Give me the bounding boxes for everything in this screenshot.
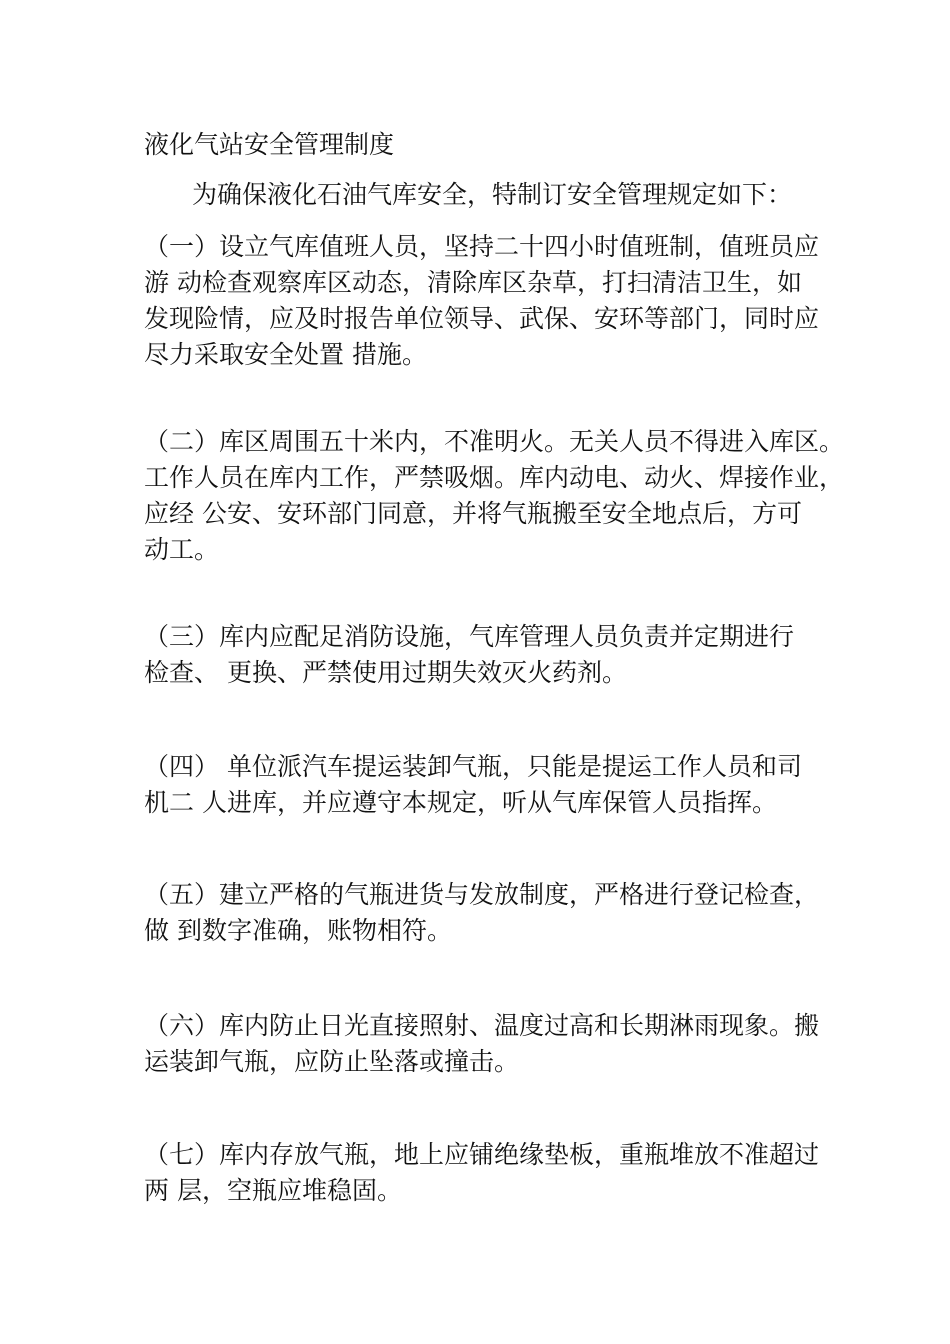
section-6 <box>144 1008 824 1080</box>
section-2-line-4: 动工。 <box>144 535 220 564</box>
section-7 <box>144 1137 824 1209</box>
section-4 <box>144 749 824 821</box>
section-2-line-3: 应经 公安、安环部门同意，并将气瓶搬至安全地点后，方可 <box>144 499 802 528</box>
section-1 <box>144 229 824 373</box>
section-1-line-1: （一）设立气库值班人员，坚持二十四小时值班制，值班员应 <box>144 232 820 261</box>
section-1-line-3: 发现险情，应及时报告单位领导、武保、安环等部门，同时应 <box>144 304 820 333</box>
document-intro: 为确保液化石油气库安全，特制订安全管理规定如下： <box>192 180 793 209</box>
section-7-line-2: 两 层，空瓶应堆稳固。 <box>144 1176 402 1205</box>
section-2-line-2: 工作人员在库内工作，严禁吸烟。库内动电、动火、焊接作业， <box>144 463 845 492</box>
section-4-line-2: 机二 人进库，并应遵守本规定，听从气库保管人员指挥。 <box>144 788 777 817</box>
section-2-line-1: （二）库区周围五十米内，不准明火。无关人员不得进入库区。 <box>144 427 845 456</box>
section-5 <box>144 877 824 949</box>
section-3-line-1: （三）库内应配足消防设施，气库管理人员负责并定期进行 <box>144 622 795 651</box>
section-6-line-1: （六）库内防止日光直接照射、温度过高和长期淋雨现象。搬 <box>144 1011 820 1040</box>
section-3 <box>144 619 824 691</box>
section-1-line-2: 游 动检查观察库区动态，清除库区杂草，打扫清洁卫生，如 <box>144 268 802 297</box>
section-2 <box>144 424 845 568</box>
document-title: 液化气站安全管理制度 <box>144 130 395 159</box>
section-5-line-1: （五）建立严格的气瓶进货与发放制度，严格进行登记检查， <box>144 880 820 909</box>
section-6-line-2: 运装卸气瓶，应防止坠落或撞击。 <box>144 1047 520 1076</box>
section-4-line-1: （四） 单位派汽车提运装卸气瓶，只能是提运工作人员和司 <box>144 752 802 781</box>
section-5-line-2: 做 到数字准确，账物相符。 <box>144 916 452 945</box>
section-3-line-2: 检查、 更换、严禁使用过期失效灭火药剂。 <box>144 658 627 687</box>
section-7-line-1: （七）库内存放气瓶，地上应铺绝缘垫板，重瓶堆放不准超过 <box>144 1140 820 1169</box>
section-1-line-4: 尽力采取安全处置 措施。 <box>144 340 427 369</box>
